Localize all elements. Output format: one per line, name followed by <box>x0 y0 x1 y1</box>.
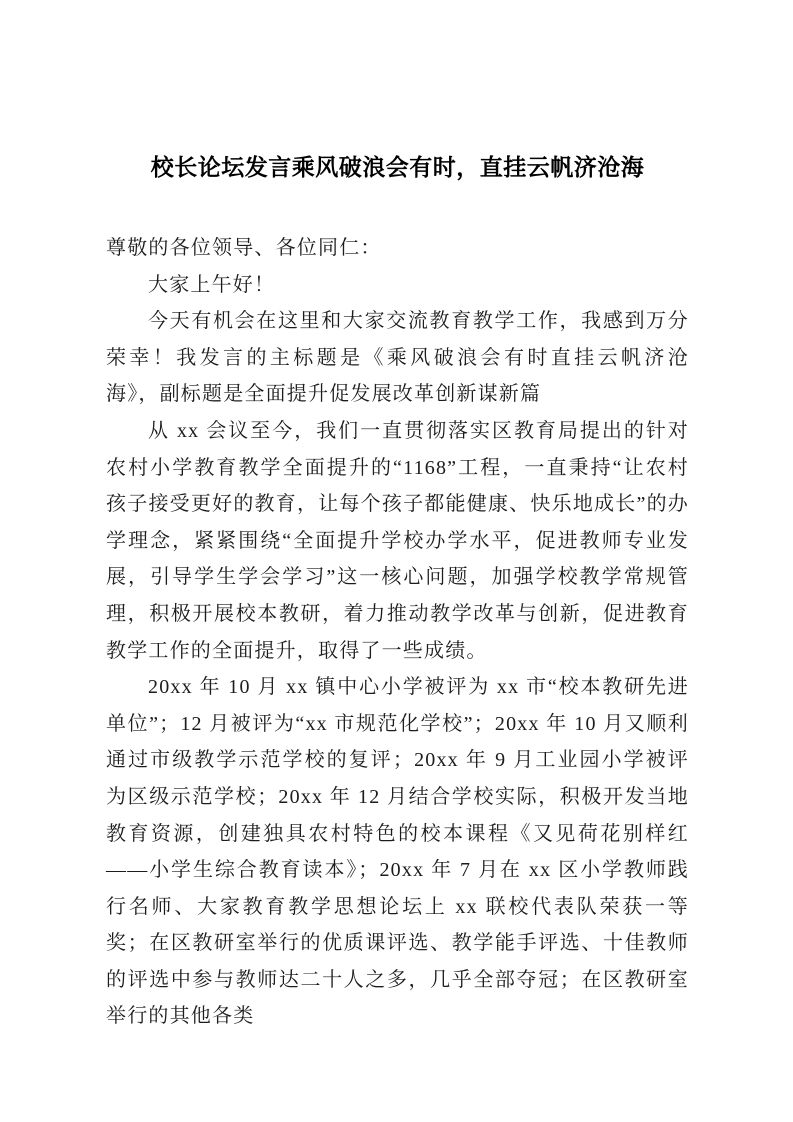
paragraph-intro: 今天有机会在这里和大家交流教育教学工作，我感到万分荣幸！我发言的主标题是《乘风破浪会有时直挂云帆济沧海》，副标题是全面提升促发展改革创新谋新篇 <box>106 310 689 406</box>
paragraph-salutation: 尊敬的各位领导、各位同仁： <box>106 237 382 259</box>
paragraph-philosophy: 从 xx 会议至今，我们一直贯彻落实区教育局提出的针对农村小学教育教学全面提升的“1168”工程，一直秉持“让农村孩子接受更好的教育，让每个孩子都能健康、快乐地成长”的办学理念，紧紧围绕“全面提升学校办学水平，促进教师专业发展，引导学生学会学习”这一核心问题，加强学校教学常规管理，积极开展校本教研，着力推动教学改革与创新，促进教育教学工作的全面提升，取得了一些成绩。 <box>106 419 689 662</box>
paragraph-achievements: 20xx 年 10 月 xx 镇中心小学被评为 xx 市“校本教研先进单位”；12 月被评为“xx 市规范化学校”；20xx 年 10 月又顺利通过市级教学示范学校的复评；20xx 年 9 月工业园小学被评为区级示范学校；20xx 年 12 月结合学校实际，积极开发当地教育资源，创建独具农村特色的校本课程《又见荷花别样红——小学生综合教育读本》；20xx 年 7 月在 xx 区小学教师践行名师、大家教育教学思想论坛上 xx 联校代表队荣获一等奖；在区教研室举行的优质课评选、教学能手评选、十佳教师的评选中参与教师达二十人之多，几乎全部夺冠；在区教研室举行的其他各类 <box>106 676 689 1028</box>
paragraph-greeting: 大家上午好！ <box>148 273 276 296</box>
document-body <box>106 230 689 1035</box>
document-title: 校长论坛发言乘风破浪会有时，直挂云帆济沧海 <box>150 155 645 180</box>
